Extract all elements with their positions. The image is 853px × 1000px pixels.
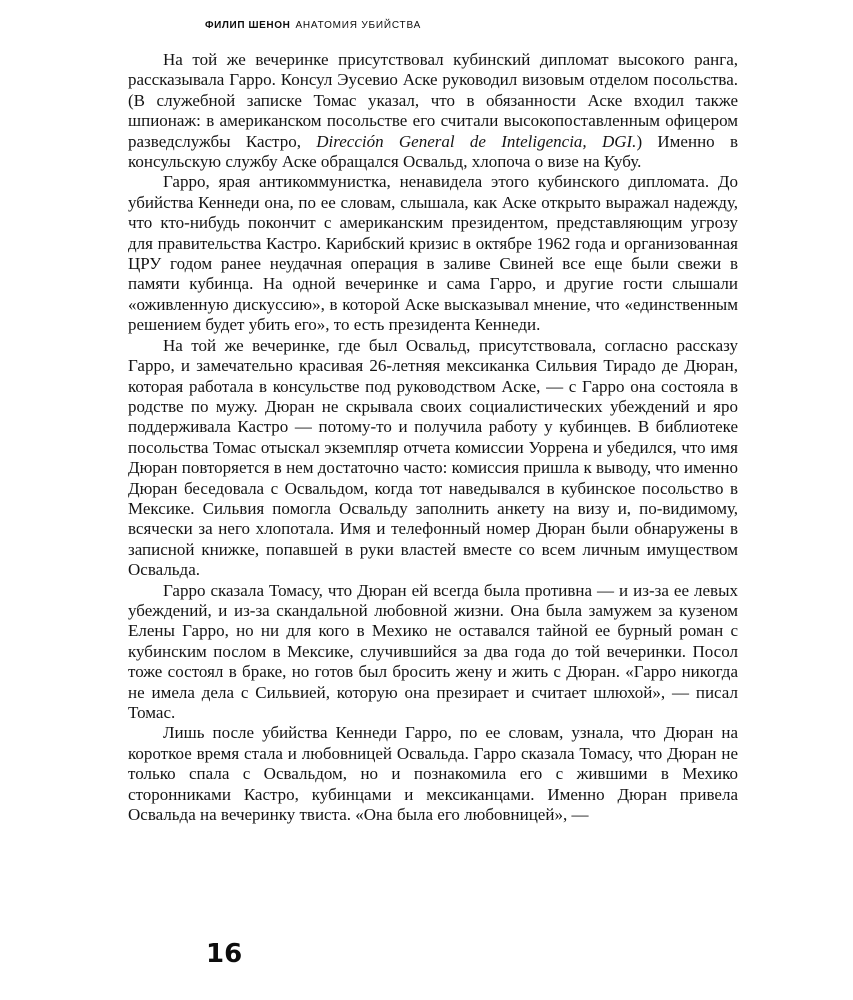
italic-text-segment: Dirección General de Inteligencia, DGI. — [316, 131, 637, 151]
page-number: 16 — [206, 939, 243, 969]
header-author: ФИЛИП ШЕНОН — [205, 20, 291, 31]
paragraph — [128, 336, 738, 581]
text-segment: ) Именно в консульскую службу Аске обращался Освальд, хлопоча о визе на Кубу. — [128, 131, 738, 172]
paragraph — [128, 581, 738, 724]
page-body — [128, 50, 738, 825]
header-book-title: АНАТОМИЯ УБИЙСТВА — [295, 20, 422, 31]
text-segment: Гарро, ярая антикоммунистка, ненавидела этого кубинского дипломата. До убийства Кеннеди она, по ее словам, слышала, как Аске открыто выражал надежду, что кто-нибудь покончит с американским президентом, представляющим угрозу для правительства Кастро. Карибский кризис в октябре 1962 года и организованная ЦРУ годом ранее неудачная операция в заливе Свиней все еще были свежи в памяти кубинца. На одной вечеринке и сама Гарро, и другие гости слышали «оживленную дискуссию», в которой Аске высказывал мнение, что «единственным решением будет убить его», то есть президента Кеннеди. — [128, 172, 738, 335]
text-segment: Гарро сказала Томасу, что Дюран ей всегда была противна — и из-за ее левых убеждений, и из-за скандальной любовной жизни. Она была замужем за кузеном Елены Гарро, но ни для кого в Мехико не оставался тайной ее бурный роман с кубинским послом в Мексике, случившийся за два года до той вечеринки. Посол тоже состоял в браке, но готов был бросить жену и жить с Дюран. «Гарро никогда не имела дела с Сильвией, которую она презирает и считает шлюхой», — писал Томас. — [128, 580, 738, 722]
text-segment: Лишь после убийства Кеннеди Гарро, по ее словам, узнала, что Дюран на короткое время стала и любовницей Освальда. Гарро сказала Томасу, что Дюран не только спала с Освальдом, но и познакомила его с жившими в Мехико сторонниками Кастро, кубинцами и мексиканцами. Именно Дюран привела Освальда на вечеринку твиста. «Она была его любовницей», — — [128, 723, 738, 825]
paragraph — [128, 723, 738, 825]
running-header — [205, 20, 421, 31]
text-segment: На той же вечеринке, где был Освальд, присутствовала, согласно рассказу Гарро, и замечательно красивая 26-летняя мексиканка Сильвия Тирадо де Дюран, которая работала в консульстве под руководством Аске, — с Гарро она состояла в родстве по мужу. Дюран не скрывала своих социалистических убеждений и яро поддерживала Кастро — потому-то и получила работу у кубинцев. В библиотеке посольства Томас отыскал экземпляр отчета комиссии Уоррена и убедился, что имя Дюран повторяется в нем достаточно часто: комиссия пришла к выводу, что именно Дюран беседовала с Освальдом, когда тот наведывался в кубинское посольство в Мексике. Сильвия помогла Освальду заполнить анкету на визу и, по-видимому, всячески за него хлопотала. Имя и телефонный номер Дюран были обнаружены в записной книжке, попавшей в руки властей вместе со всем личным имуществом Освальда. — [128, 335, 738, 580]
paragraph — [128, 172, 738, 335]
paragraph — [128, 50, 738, 172]
text-segment: На той же вечеринке присутствовал кубинский дипломат высокого ранга, рассказывала Гарро. Консул Эусевио Аске руководил визовым отделом посольства. (В служебной записке Томас указал, что в обязанности Аске входил также шпионаж: в американском посольстве его считали высокопоставленным офицером разведслужбы Кастро, — [128, 50, 738, 151]
